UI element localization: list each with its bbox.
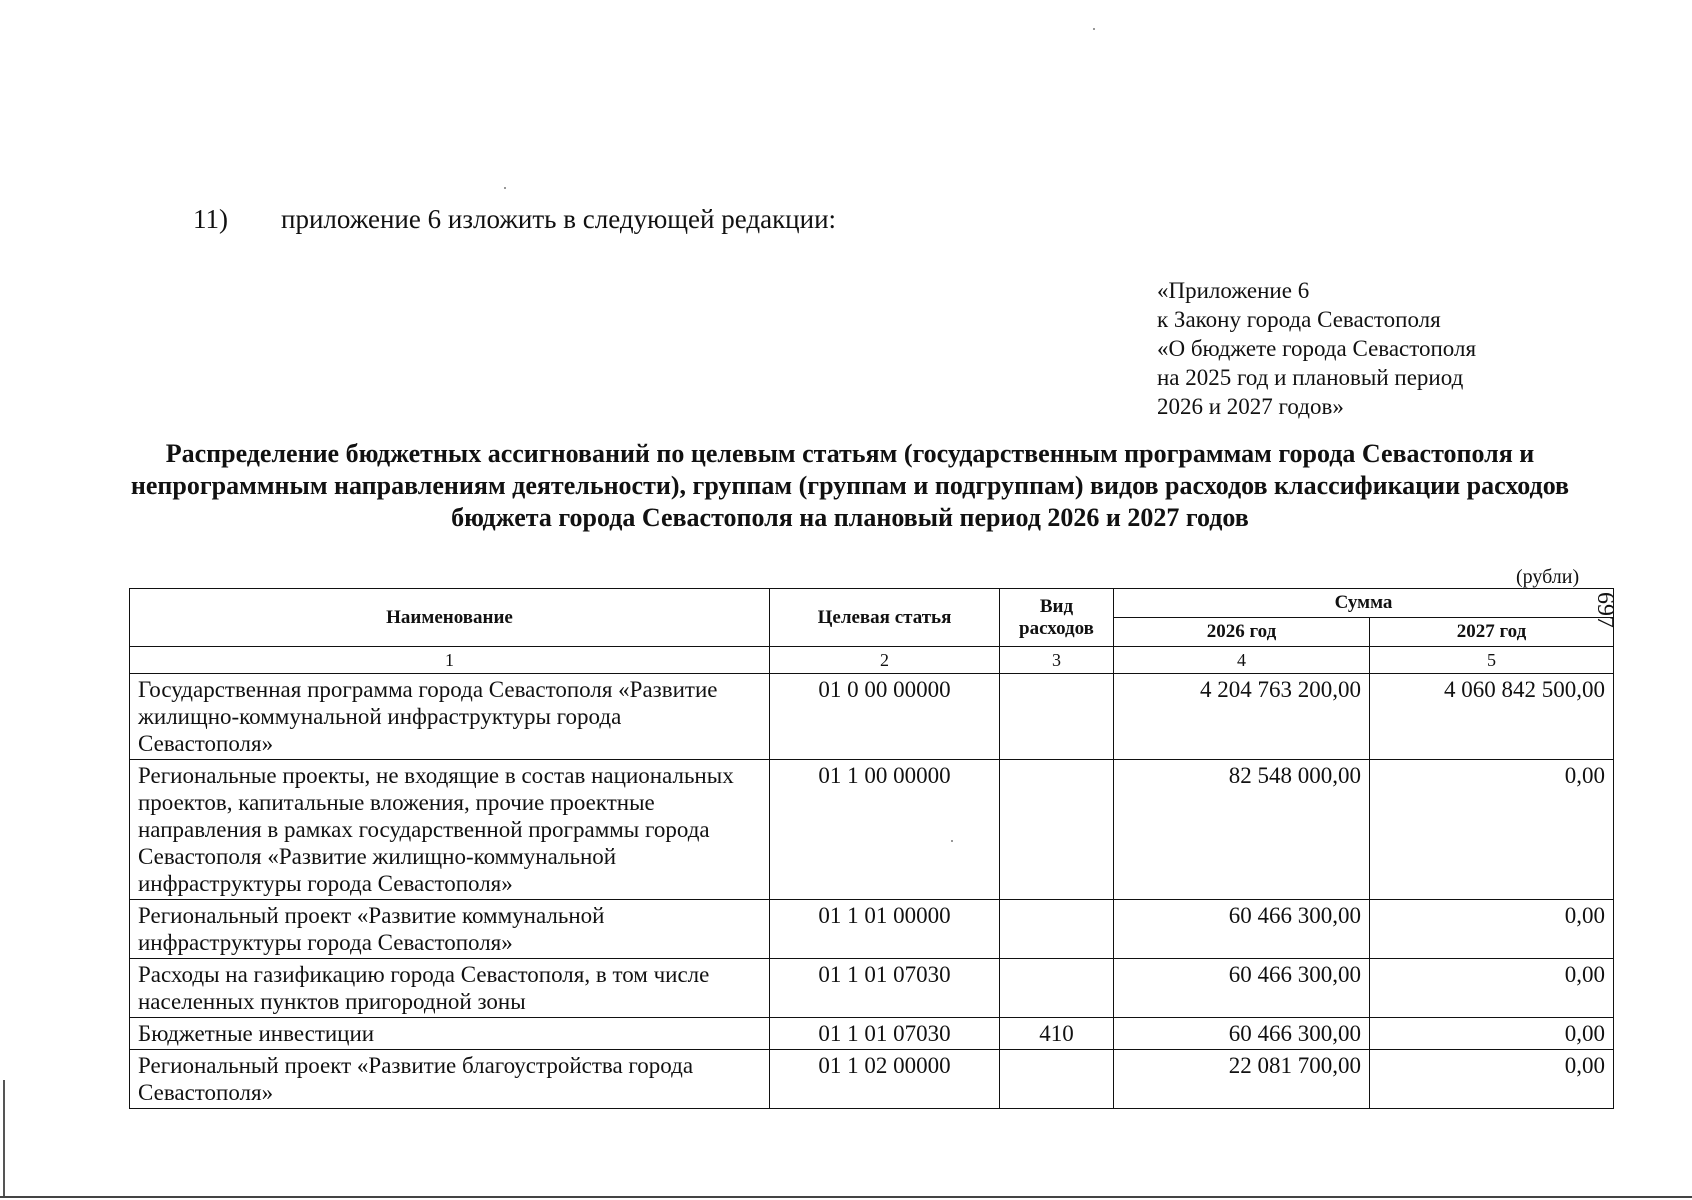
appendix-line: на 2025 год и плановый период bbox=[1157, 365, 1464, 390]
row-2026: 60 466 300,00 bbox=[1114, 959, 1370, 1018]
table-row bbox=[130, 959, 1614, 1018]
page-number: 697 bbox=[1592, 592, 1618, 628]
appendix-line: «О бюджете города Севастополя bbox=[1157, 336, 1477, 361]
appendix-line: «Приложение 6 bbox=[1157, 278, 1310, 303]
appendix-line: к Закону города Севастополя bbox=[1157, 307, 1441, 332]
row-kind: 410 bbox=[1000, 1018, 1114, 1050]
row-name: Бюджетные инвестиции bbox=[130, 1018, 770, 1050]
header-2027: 2027 год bbox=[1370, 618, 1614, 647]
row-2027: 4 060 842 500,00 bbox=[1370, 674, 1614, 760]
row-kind bbox=[1000, 760, 1114, 900]
column-number: 3 bbox=[1000, 647, 1114, 674]
row-name: Региональный проект «Развитие благоустройства города Севастополя» bbox=[130, 1050, 770, 1109]
row-kind bbox=[1000, 674, 1114, 760]
row-target: 01 1 00 00000 bbox=[770, 760, 1000, 900]
column-number-row bbox=[130, 647, 1614, 674]
row-2026: 82 548 000,00 bbox=[1114, 760, 1370, 900]
row-target: 01 1 01 07030 bbox=[770, 959, 1000, 1018]
table-row bbox=[130, 1050, 1614, 1109]
column-number: 4 bbox=[1114, 647, 1370, 674]
scan-edge bbox=[3, 1080, 5, 1196]
row-2026: 60 466 300,00 bbox=[1114, 900, 1370, 959]
row-name: Расходы на газификацию города Севастополя, в том числе населенных пунктов пригородной зоны bbox=[130, 959, 770, 1018]
table-row bbox=[130, 674, 1614, 760]
row-kind bbox=[1000, 1050, 1114, 1109]
budget-table bbox=[129, 588, 1614, 1109]
column-number: 5 bbox=[1370, 647, 1614, 674]
row-2027: 0,00 bbox=[1370, 1018, 1614, 1050]
row-name: Региональный проект «Развитие коммунальной инфраструктуры города Севастополя» bbox=[130, 900, 770, 959]
header-name: Наименование bbox=[130, 589, 770, 647]
row-target: 01 1 01 07030 bbox=[770, 1018, 1000, 1050]
row-name: Государственная программа города Севастополя «Развитие жилищно-коммунальной инфраструктуры города Севастополя» bbox=[130, 674, 770, 760]
row-2027: 0,00 bbox=[1370, 760, 1614, 900]
row-2027: 0,00 bbox=[1370, 1050, 1614, 1109]
scan-bottom-edge bbox=[0, 1196, 1692, 1198]
table-row bbox=[130, 760, 1614, 900]
column-number: 1 bbox=[130, 647, 770, 674]
scan-speck bbox=[951, 840, 953, 842]
column-number: 2 bbox=[770, 647, 1000, 674]
header-target: Целевая статья bbox=[770, 589, 1000, 647]
appendix-line: 2026 и 2027 годов» bbox=[1157, 394, 1344, 419]
row-2026: 4 204 763 200,00 bbox=[1114, 674, 1370, 760]
table-row bbox=[130, 1018, 1614, 1050]
amendment-item bbox=[193, 204, 836, 235]
row-2026: 22 081 700,00 bbox=[1114, 1050, 1370, 1109]
scan-speck bbox=[1093, 28, 1095, 30]
row-target: 01 1 02 00000 bbox=[770, 1050, 1000, 1109]
table-row bbox=[130, 900, 1614, 959]
header-sum: Сумма bbox=[1114, 589, 1614, 618]
item-text: приложение 6 изложить в следующей редакции: bbox=[281, 204, 837, 234]
header-2026: 2026 год bbox=[1114, 618, 1370, 647]
item-number: 11) bbox=[193, 204, 228, 234]
row-kind bbox=[1000, 900, 1114, 959]
row-target: 01 1 01 00000 bbox=[770, 900, 1000, 959]
row-2027: 0,00 bbox=[1370, 900, 1614, 959]
header-kind: Вид расходов bbox=[1000, 589, 1114, 647]
document-title: Распределение бюджетных ассигнований по целевым статьям (государственным программам города Севастополя и непрограммным направлениям деятельности), группам (группам и подгруппам) видов расходов классификации расходов бюджета города Севастополя на плановый период 2026 и 2027 годов bbox=[130, 439, 1570, 532]
row-target: 01 0 00 00000 bbox=[770, 674, 1000, 760]
row-kind bbox=[1000, 959, 1114, 1018]
row-2026: 60 466 300,00 bbox=[1114, 1018, 1370, 1050]
row-name: Региональные проекты, не входящие в состав национальных проектов, капитальные вложения, прочие проектные направления в рамках государственной программы города Севастополя «Развитие жилищно-коммунальной инфраструктуры города Севастополя» bbox=[130, 760, 770, 900]
appendix-header bbox=[1157, 276, 1476, 421]
row-2027: 0,00 bbox=[1370, 959, 1614, 1018]
units-label: (рубли) bbox=[1516, 566, 1580, 588]
scan-speck bbox=[504, 187, 506, 189]
